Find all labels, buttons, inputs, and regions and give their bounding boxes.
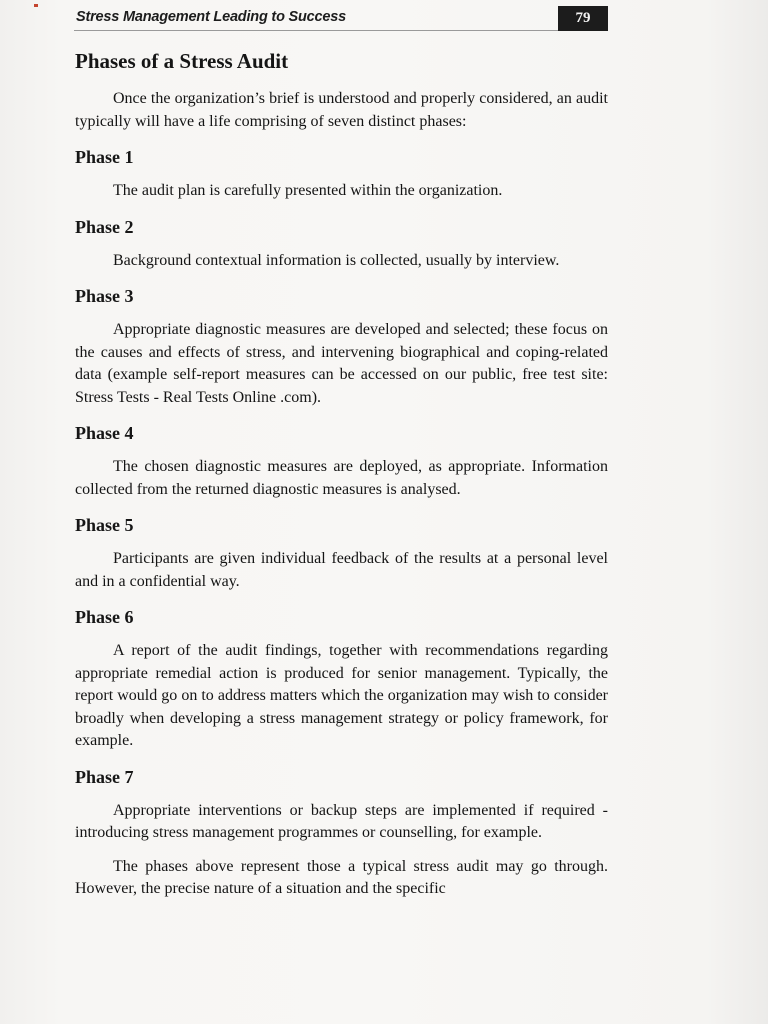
phase-4 [75,421,608,501]
page-number: 79 [558,6,608,31]
phase-5 [75,513,608,593]
phase-heading: Phase 2 [75,216,134,237]
phase-text: Participants are given individual feedback of the results at a personal level and in a confidential way. [75,550,608,590]
phase-heading: Phase 6 [75,607,134,627]
phase-text: Appropriate interventions or backup steps are implemented if required - introducing stress management programmes or counselling, for example. [75,801,608,841]
running-header [74,6,608,31]
phase-2 [75,215,608,273]
intro-paragraph: Once the organization’s brief is understood and properly considered, an audit typically will have a life comprising of seven distinct phases: [75,90,608,130]
phase-1 [75,145,608,203]
phase-heading: Phase 4 [75,423,134,443]
margin-mark [34,4,38,7]
phase-heading: Phase 3 [75,286,134,306]
page-content [75,47,608,901]
phase-text: The audit plan is carefully presented within the organization. [113,182,503,199]
phase-heading: Phase 7 [75,766,134,787]
phase-text: The chosen diagnostic measures are deployed, as appropriate. Information collected from the returned diagnostic measures is analysed. [75,458,608,498]
phase-7 [75,765,608,845]
section-title: Phases of a Stress Audit [75,49,289,73]
phase-text: A report of the audit findings, together with recommendations regarding appropriate remedial action is produced for senior management. Typically, the report would go on to address matters which the organization may wish to consider broadly when developing a stress management strategy or policy framework, for example. [75,642,608,749]
phase-heading: Phase 1 [75,147,134,167]
running-title: Stress Management Leading to Success [76,9,346,25]
phase-3 [75,284,608,409]
phase-6 [75,605,608,753]
phase-text: Background contextual information is collected, usually by interview. [113,251,560,269]
phase-text: Appropriate diagnostic measures are developed and selected; these focus on the causes and effects of stress, and intervening biographical and coping-related data (example self-report measures can be accessed on our public, free test site: Stress Tests - Real Tests Online .com). [75,321,608,406]
closing-paragraph: The phases above represent those a typical stress audit may go through. However, the precise nature of a situation and the specific [75,857,608,897]
phase-heading: Phase 5 [75,515,134,535]
